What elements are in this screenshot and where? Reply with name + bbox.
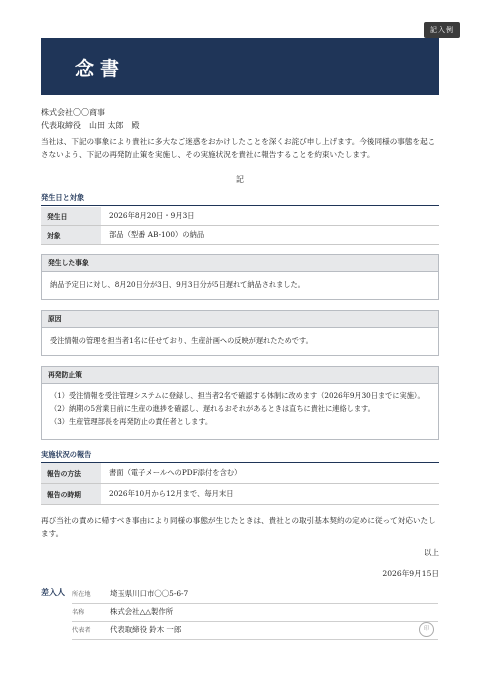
occurrence-target-value: 部品（型番 AB-100）の納品 bbox=[101, 226, 439, 245]
document-date: 2026年9月15日 bbox=[382, 569, 439, 578]
sender-label: 差入人 bbox=[41, 588, 65, 597]
document-title: 念書 bbox=[75, 58, 126, 80]
closing-paragraph: 再び当社の責めに帰すべき事由により同様の事態が生じたときは、貴社との取引基本契約の定めに従って対応いたします。 bbox=[41, 516, 436, 538]
occurrence-heading: 発生日と対象 bbox=[41, 193, 439, 206]
prevention-box bbox=[41, 366, 439, 440]
report-method-key: 報告の方法 bbox=[41, 463, 101, 484]
title-bar bbox=[41, 38, 439, 95]
example-badge: 記入例 bbox=[424, 22, 460, 38]
sender-address-value: 埼玉県川口市〇〇5-6-7 bbox=[110, 589, 189, 598]
report-table bbox=[41, 463, 439, 505]
addressee-name: 山田 太郎 bbox=[89, 121, 124, 130]
incident-box bbox=[41, 254, 439, 300]
prevention-heading: 再発防止策 bbox=[42, 367, 438, 384]
report-timing-value: 2026年10月から12月まで、毎月末日 bbox=[101, 484, 439, 505]
occurrence-table bbox=[41, 207, 439, 245]
table-row bbox=[41, 463, 439, 484]
ijo-marker: 以上 bbox=[423, 548, 439, 557]
sender-rep-row bbox=[72, 620, 438, 640]
ki-marker: 記 bbox=[236, 175, 244, 184]
table-row bbox=[41, 226, 439, 245]
report-timing-key: 報告の時期 bbox=[41, 484, 101, 505]
addressee-position: 代表取締役 bbox=[41, 121, 81, 130]
addressee-company: 株式会社〇〇商事 bbox=[41, 108, 105, 117]
report-method-value: 書面（電子メールへのPDF添付を含む） bbox=[101, 463, 439, 484]
intro-paragraph: 当社は、下記の事象により貴社に多大なご迷惑をおかけしたことを深くお詫び申し上げます。今後同様の事態を起こさないよう、下記の再発防止策を実施し、その実施状況を貴社に報告することを約束いたします。 bbox=[41, 137, 436, 159]
sender-address-label: 所在地 bbox=[72, 591, 91, 598]
cause-heading: 原因 bbox=[42, 311, 438, 328]
cause-box bbox=[41, 310, 439, 356]
table-row bbox=[41, 207, 439, 226]
incident-heading: 発生した事象 bbox=[42, 255, 438, 272]
report-heading: 実施状況の報告 bbox=[41, 450, 439, 463]
addressee-representative bbox=[41, 119, 148, 132]
sender-address-row bbox=[72, 584, 438, 604]
prevention-item: （2）納期の5営業日前に生産の進捗を確認し、遅れるおそれがあるときは直ちに貴社に連絡します。 bbox=[50, 404, 375, 413]
sender-name-row bbox=[72, 602, 438, 622]
addressee-block bbox=[41, 106, 148, 132]
incident-text: 納品予定日に対し、8月20日分が3日、9月3日分が5日遅れて納品されました。 bbox=[50, 280, 305, 289]
addressee-honorific: 殿 bbox=[131, 121, 140, 130]
prevention-item: （1）受注情報を受注管理システムに登録し、担当者2名で確認する体制に改めます（2026年9月30日までに実施）。 bbox=[50, 391, 425, 400]
cause-text: 受注情報の管理を担当者1名に任せており、生産計画への反映が遅れたためです。 bbox=[50, 336, 313, 345]
sender-name-value: 株式会社△△製作所 bbox=[110, 607, 174, 616]
seal-icon: 印 bbox=[419, 622, 434, 637]
prevention-item: （3）生産管理部長を再発防止の責任者とします。 bbox=[50, 417, 213, 426]
occurrence-date-key: 発生日 bbox=[41, 207, 101, 226]
table-row bbox=[41, 484, 439, 505]
sender-name-label: 名称 bbox=[72, 609, 85, 616]
occurrence-target-key: 対象 bbox=[41, 226, 101, 245]
occurrence-date-value: 2026年8月20日・9月3日 bbox=[101, 207, 439, 226]
sender-rep-label: 代表者 bbox=[72, 627, 91, 634]
sender-rep-value: 代表取締役 鈴木 一郎 bbox=[110, 625, 182, 634]
